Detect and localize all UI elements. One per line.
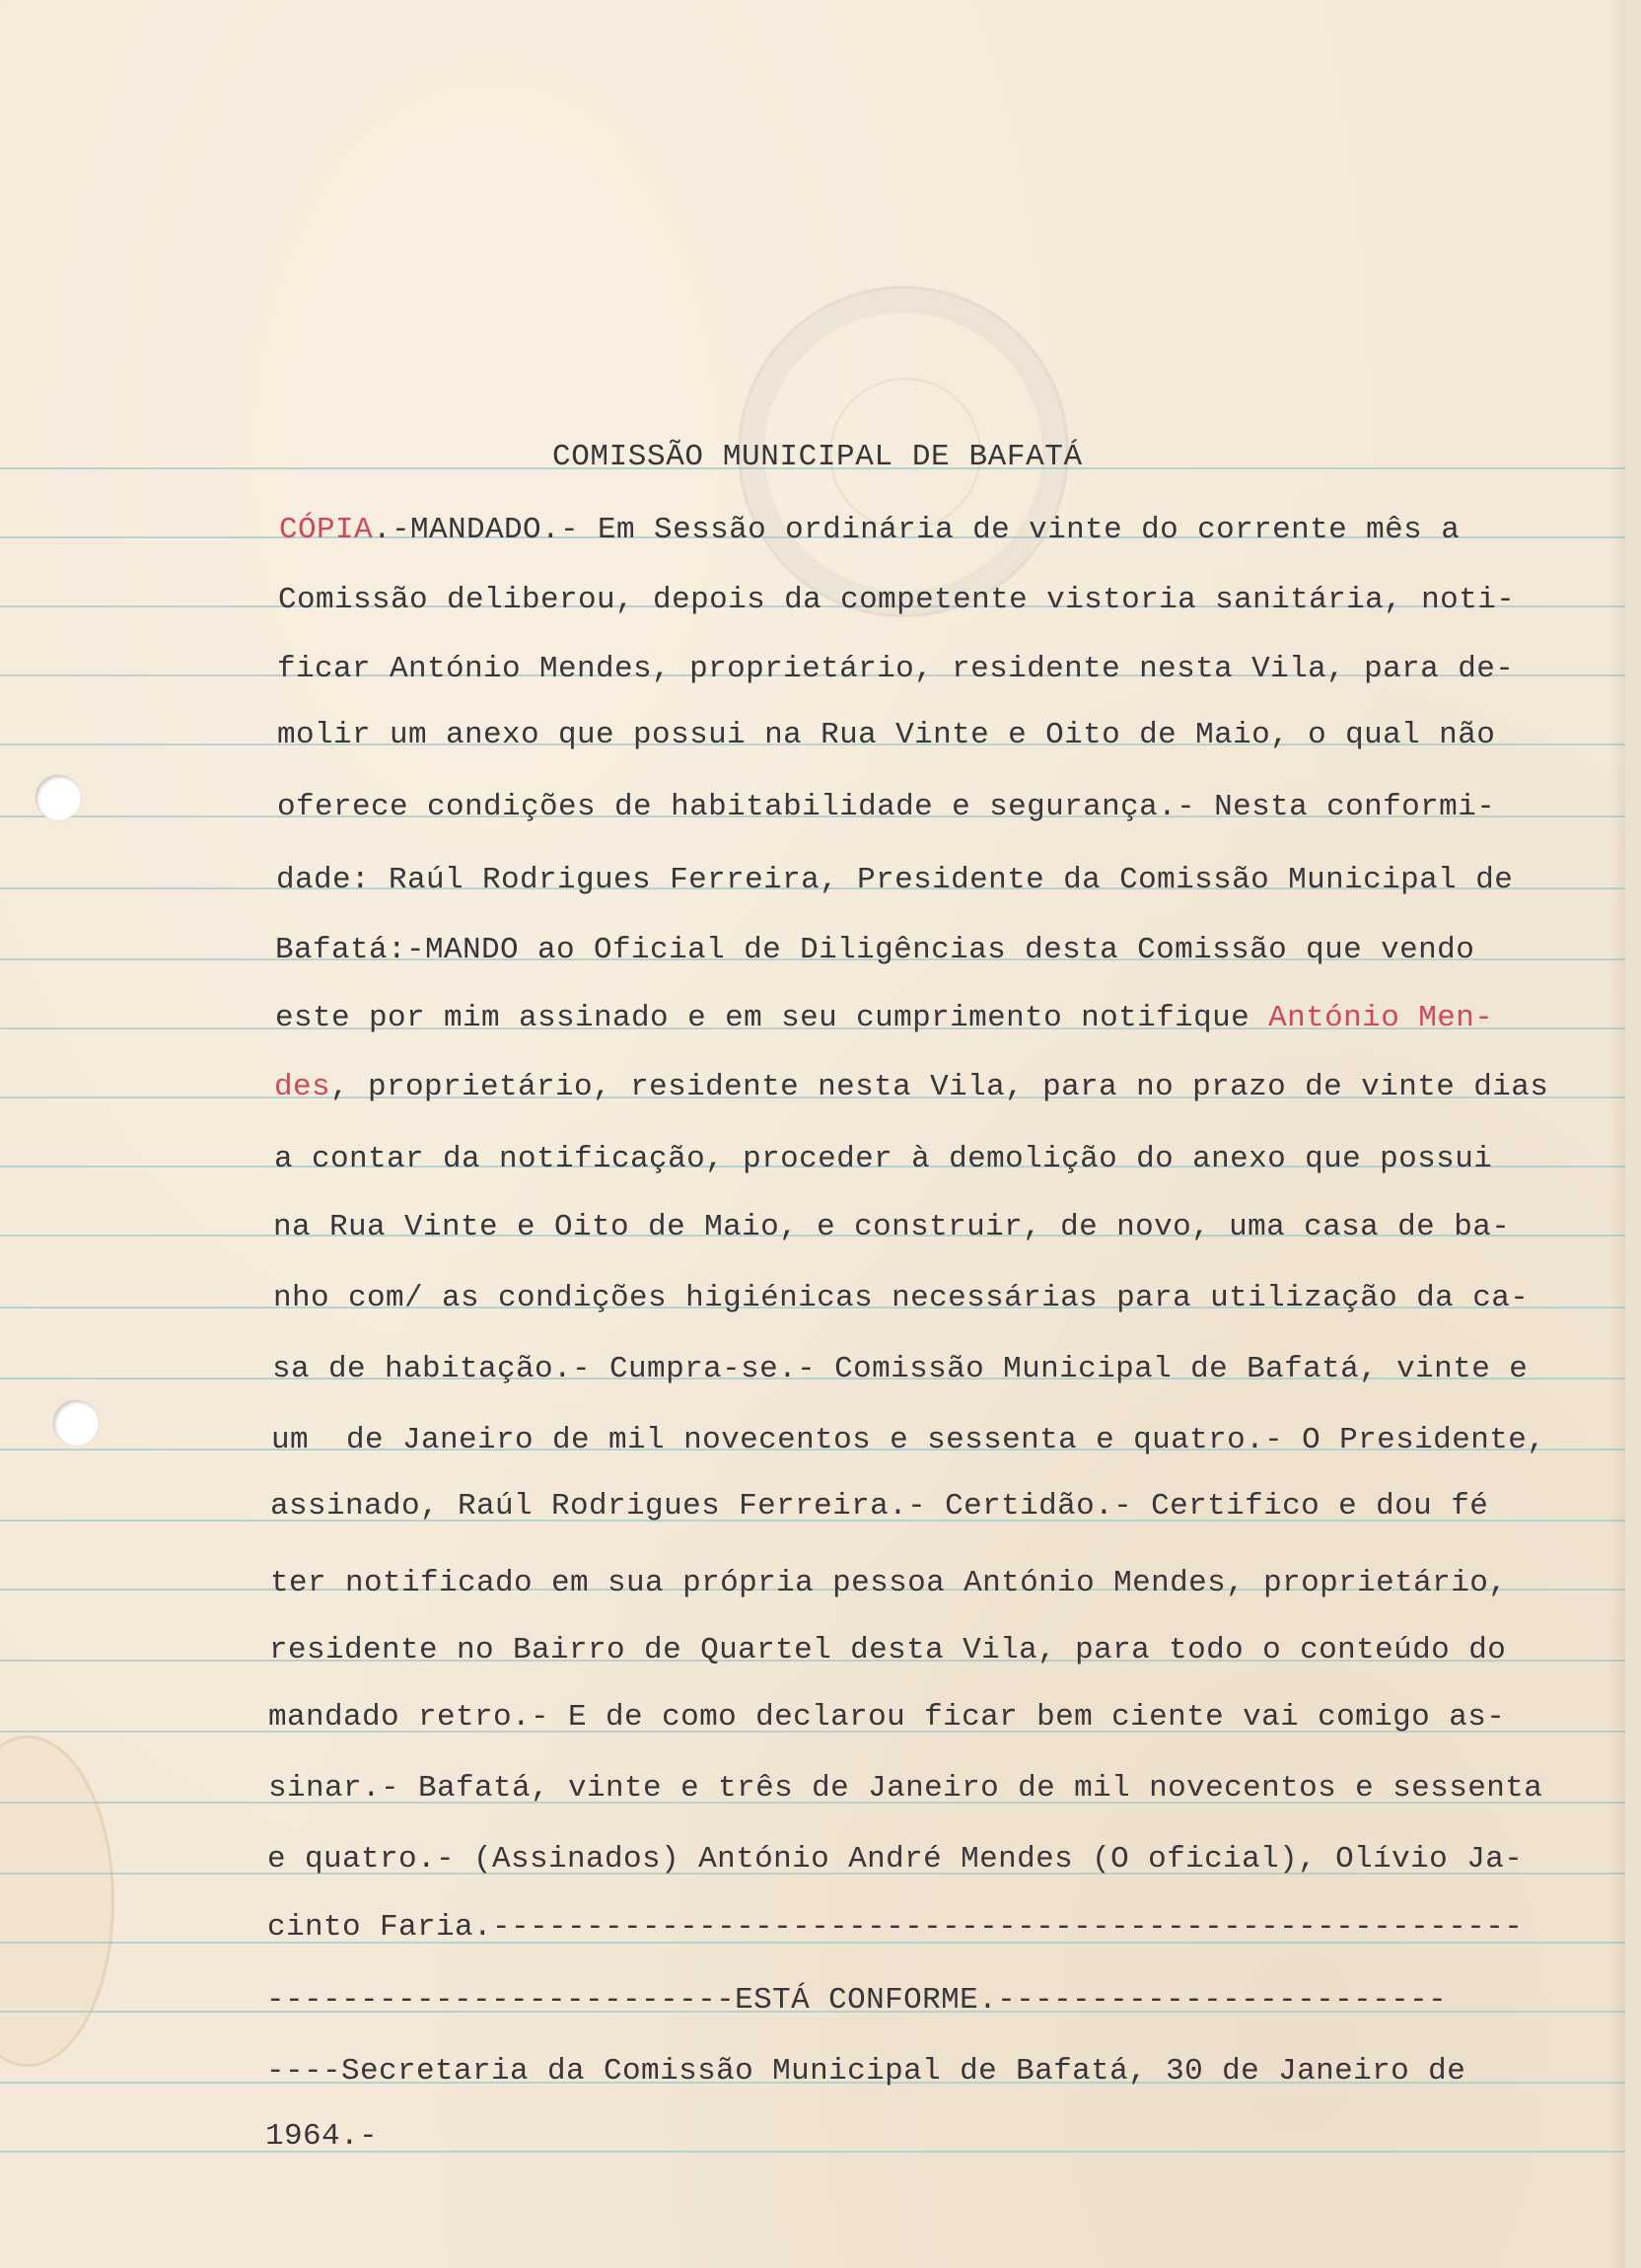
body-line-7: Bafatá:-MANDO ao Oficial de Diligências desta Comissão que vendo bbox=[275, 933, 1475, 967]
ruled-line bbox=[0, 2151, 1625, 2153]
body-line-17: residente no Bairro de Quartel desta Vila, para todo o conteúdo do bbox=[269, 1633, 1507, 1667]
body-line-2: Comissão deliberou, depois da competente vistoria sanitária, noti- bbox=[278, 583, 1516, 617]
body-line-24: 1964.- bbox=[265, 2119, 379, 2154]
body-line-9 bbox=[274, 1072, 1548, 1102]
body-line-22: -------------------------ESTÁ CONFORME.------------------------ bbox=[266, 1983, 1448, 2018]
body-line-20: e quatro.- (Assinados) António André Mendes (O oficial), Olívio Ja- bbox=[267, 1842, 1524, 1877]
body-line-8 bbox=[275, 1003, 1493, 1033]
body-line-3: ficar António Mendes, proprietário, residente nesta Vila, para de- bbox=[277, 652, 1515, 686]
body-line-18: mandado retro.- E de como declarou ficar bem ciente vai comigo as- bbox=[268, 1700, 1506, 1735]
highlighted-name: António Men- bbox=[1268, 1001, 1494, 1035]
highlighted-name: des bbox=[274, 1070, 331, 1104]
body-line-1 bbox=[279, 515, 1460, 545]
body-line-16: ter notificado em sua própria pessoa António Mendes, proprietário, bbox=[270, 1566, 1508, 1600]
punch-hole bbox=[36, 775, 81, 820]
punch-hole bbox=[53, 1400, 99, 1446]
body-line-19: sinar.- Bafatá, vinte e três de Janeiro de mil novecentos e sessenta bbox=[268, 1771, 1543, 1806]
body-text: .-MANDADO.- Em Sessão ordinária de vinte do corrente mês a bbox=[373, 513, 1461, 547]
body-line-11: na Rua Vinte e Oito de Maio, e construir, de novo, uma casa de ba- bbox=[273, 1210, 1511, 1244]
body-line-14: um de Janeiro de mil novecentos e sessenta e quatro.- O Presidente, bbox=[271, 1423, 1546, 1457]
body-line-15: assinado, Raúl Rodrigues Ferreira.- Certidão.- Certifico e dou fé bbox=[270, 1489, 1489, 1524]
paper-stain bbox=[0, 1736, 114, 2067]
body-line-10: a contar da notificação, proceder à demolição do anexo que possui bbox=[274, 1142, 1493, 1176]
body-line-21: cinto Faria.------------------------------------------------------- bbox=[267, 1910, 1524, 1945]
body-line-4: molir um anexo que possui na Rua Vinte e Oito de Maio, o qual não bbox=[277, 718, 1496, 752]
document-title: COMISSÃO MUNICIPAL DE BAFATÁ bbox=[552, 440, 1083, 474]
copia-label: CÓPIA bbox=[279, 513, 374, 547]
body-line-13: sa de habitação.- Cumpra-se.- Comissão Municipal de Bafatá, vinte e bbox=[272, 1352, 1529, 1386]
body-line-5: oferece condições de habitabilidade e segurança.- Nesta conformi- bbox=[277, 790, 1496, 824]
body-text: , proprietário, residente nesta Vila, para no prazo de vinte dias bbox=[330, 1070, 1549, 1104]
body-line-12: nho com/ as condições higiénicas necessárias para utilização da ca- bbox=[273, 1281, 1530, 1315]
body-line-6: dade: Raúl Rodrigues Ferreira, Presidente da Comissão Municipal de bbox=[276, 863, 1514, 897]
body-text: este por mim assinado e em seu cumprimento notifique bbox=[275, 1001, 1269, 1035]
body-line-23: ----Secretaria da Comissão Municipal de Bafatá, 30 de Janeiro de bbox=[266, 2054, 1466, 2089]
